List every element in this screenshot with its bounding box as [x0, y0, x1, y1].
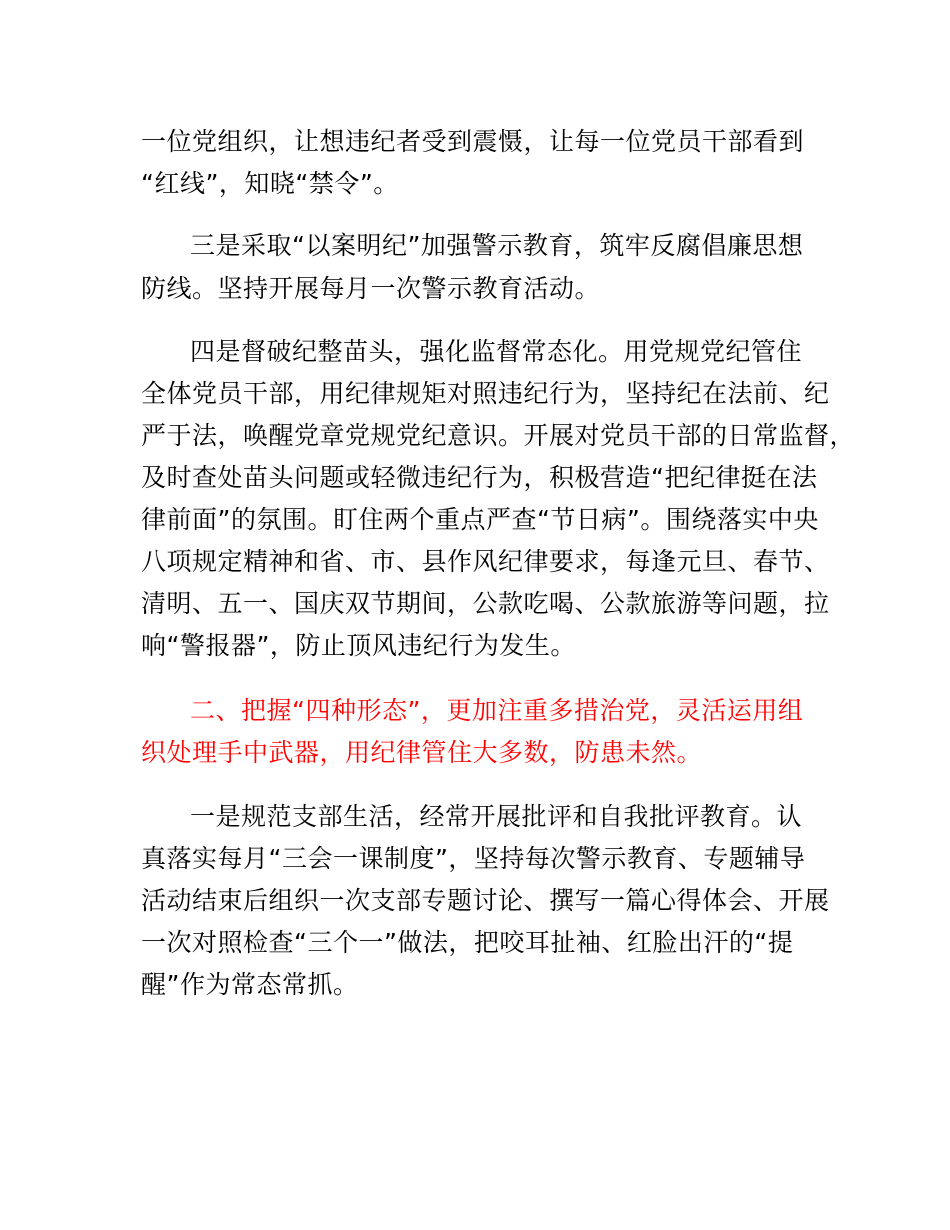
paragraph-1-line-1: 一位党组织，让想违纪者受到震慑，让每一位党员干部看到 — [141, 127, 805, 156]
paragraph-3-line-4: 及时查处苗头问题或轻微违纪行为，积极营造“把纪律挺在法 — [141, 463, 818, 492]
paragraph-2-line-1: 三是采取“以案明纪”加强警示教育，筑牢反腐倡廉思想 — [190, 231, 804, 260]
paragraph-3-line-7: 清明、五一、国庆双节期间，公款吃喝、公款旅游等问题，拉 — [141, 589, 830, 618]
paragraph-4-line-3: 活动结束后组织一次支部专题讨论、撰写一篇心得体会、开展 — [141, 886, 830, 915]
paragraph-4-line-4: 一次对照检查“三个一”做法，把咬耳扯袖、红脸出汗的“提 — [141, 928, 794, 957]
paragraph-3-line-2: 全体党员干部，用纪律规矩对照违纪行为，坚持纪在法前、纪 — [141, 379, 830, 408]
paragraph-4-line-2: 真落实每月“三会一课制度”，坚持每次警示教育、专题辅导 — [141, 844, 806, 873]
paragraph-2-line-2: 防线。坚持开展每月一次警示教育活动。 — [141, 274, 601, 303]
section-heading-line-1: 二、把握“四种形态”，更加注重多措治党，灵活运用组 — [190, 696, 804, 725]
paragraph-3-line-3: 严于法，唤醒党章党规党纪意识。开展对党员干部的日常监督， — [141, 421, 856, 450]
paragraph-3-line-1: 四是督破纪整苗头，强化监督常态化。用党规党纪管住 — [190, 337, 803, 366]
paragraph-4-line-1: 一是规范支部生活，经常开展批评和自我批评教育。认 — [190, 802, 803, 831]
paragraph-3-line-5: 律前面”的氛围。盯住两个重点严查“节日病”。围绕落实中央 — [141, 505, 819, 534]
paragraph-3-line-6: 八项规定精神和省、市、县作风纪律要求，每逢元旦、春节、 — [141, 547, 830, 576]
paragraph-4-line-5: 醒”作为常态常抓。 — [141, 970, 359, 999]
paragraph-1-line-2: “红线”，知晓“禁令”。 — [141, 169, 399, 198]
paragraph-3-line-8: 响“警报器”，防止顶风违纪行为发生。 — [141, 631, 576, 660]
section-heading-line-2: 织处理手中武器，用纪律管住大多数，防患未然。 — [141, 738, 703, 767]
